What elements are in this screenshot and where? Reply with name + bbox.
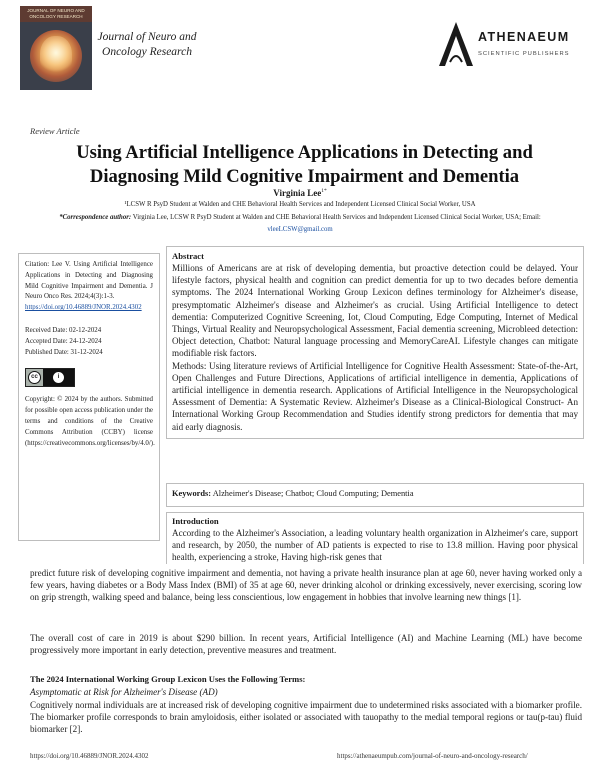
introduction-paragraph-2: The overall cost of care in 2019 is about $290 billion. In recent years, Artificial Intelligence (AI) and Machine Learning (ML) have become progressively more important in early detection, preventive measures and treatment. [30,633,582,656]
author-mark: 1* [321,188,327,194]
abstract-box [166,246,584,439]
cc-icon: cc [26,369,43,386]
attribution-icon: i [43,369,74,386]
author-name: Virginia Lee [273,188,322,198]
abstract-heading: Abstract [172,251,204,261]
keywords-label: Keywords: [172,489,212,498]
correspondence-text: Virginia Lee, LCSW R PsyD Student at Walden and CHE Behavioral Health Services and Independent Licensed Clinical Social Worker, USA; Email: [131,214,541,221]
methods-paragraph: Methods: Using literature reviews of Artificial Intelligence for Cognitive Health Assessment: State-of-the-Art, Open Challenges and Future Directions, Applications of artificial intelligence in dementia, Applications of artificial intelligence in dementia research. Applications of Artificial Intelligence in the Neuropsychological Assessment of Dementia: A Systematic Review. Alzheimer's Disease as a Clinical-Biological Construct- An International Working Group Recommendation and Studies identify strong predictors for dementia that may aid early diagnosis. [172,360,578,432]
introduction-box [166,512,584,564]
citation-text: Citation: Lee V. Using Artificial Intelligence Applications in Detecting and Diagnosing Mild Cognitive Impairment and Dementia. J Neuro Onco Res. 2024;4(3):1-3. [25,261,153,301]
copyright-text: Copyright: © 2024 by the authors. Submitted for possible open access publication under the terms and conditions of the Creative Commons Attribution (CCBY) license (https://creativecommons.org/licenses/by/4.0/). [25,396,155,447]
introduction-heading: Introduction [172,516,219,526]
abstract-paragraph: Millions of Americans are at risk of developing dementia, but proactive detection could be delayed. Your lifestyle factors, physical health and cognition can predict dementia for up to two decades before dementia symptoms. The 2024 International Working Group Lexicon defines terminology for Alzheimer's disease, presymptomatic Alzheimer's disease and Alzheimer's as crucial. Using Artificial Intelligence to detect dementia: Computerized Cognitive Screening, Iot, Cloud Computing, Edge Computing, Internet of Medical Things, Virtual Reality and Neuropsychological Assessment, Facial dementia screening, Microbleed detection: Object detection, Chatbot: Natural language processing and MemoryCareAI. Lifestyle changes can mitigate modifiable risk factors. [172,263,578,359]
correspondence-email-link[interactable]: vleeLCSW@gmail.com [267,226,333,233]
lexicon-paragraph: Cognitively normal individuals are at increased risk of developing cognitive impairment due to undetermined risks associated with a biomarker profile. The biomarker profile corresponds to brain amyloidosis, either isolated or associated with tauopathy to the medial temporal regions or tau(p-tau) fluid biomarker [2]. [30,700,582,735]
introduction-boxed-text: According to the Alzheimer's Association, a leading voluntary health organization in Alzheimer's care, support and research, by 2050, the number of AD patients is expected to rise to 13.8 million. Having poor physical health, experiencing a stroke, Having high-risk genes that [172,528,578,563]
publisher-subtitle: SCIENTIFIC PUBLISHERS [478,51,570,57]
lexicon-subheading: Asymptomatic at Risk for Alzheimer's Disease (AD) [30,687,218,697]
creative-commons-badge[interactable] [25,368,75,387]
article-title: Using Artificial Intelligence Applications in Detecting and Diagnosing Mild Cognitive Impairment and Dementia [76,142,533,187]
publisher-name: ATHENAEUM [478,30,570,44]
correspondence [36,212,564,236]
journal-name: Journal of Neuro and Oncology Research [97,31,197,58]
athenaeum-logo-icon [436,20,476,70]
lexicon-heading: The 2024 International Working Group Lexicon Uses the Following Terms: [30,674,306,684]
received-date: Received Date: 02-12-2024 [25,326,102,334]
footer-doi-link[interactable]: https://doi.org/10.46889/JNOR.2024.4302 [30,752,149,760]
author-line [0,188,600,198]
accepted-date: Accepted Date: 24-12-2024 [25,337,102,345]
cover-band-text: JOURNAL OF NEURO AND ONCOLOGY RESEARCH [20,6,92,22]
sidebar-doi-link[interactable]: https://doi.org/10.46889/JNOR.2024.4302 [25,304,142,312]
citation-sidebar [18,253,160,541]
keywords-box [166,483,584,507]
footer-url-link[interactable]: https://athenaeumpub.com/journal-of-neuro-and-oncology-research/ [337,752,528,760]
journal-cover-image [20,6,92,90]
keywords-text: Alzheimer's Disease; Chatbot; Cloud Computing; Dementia [211,489,414,498]
correspondence-label: *Correspondence author: [59,214,132,221]
article-type: Review Article [30,126,80,136]
cover-head-illustration [40,36,72,76]
affiliation: ¹LCSW R PsyD Student at Walden and CHE Behavioral Health Services and Independent Licensed Clinical Social Worker, USA [124,201,476,208]
introduction-continued: predict future risk of developing cognitive impairment and dementia, not having a private health insurance plan at age 60, never having worked only a few years, having diabetes or a Body Mass Index (BMI) of 35 at age 60, never drinking alcohol or drinking excessively, never exercising, scoring low on grip strength, walking speed and balance, being less conscientious, low engagement in hobbies that involve learning new things [1]. [30,568,582,603]
published-date: Published Date: 31-12-2024 [25,348,103,356]
